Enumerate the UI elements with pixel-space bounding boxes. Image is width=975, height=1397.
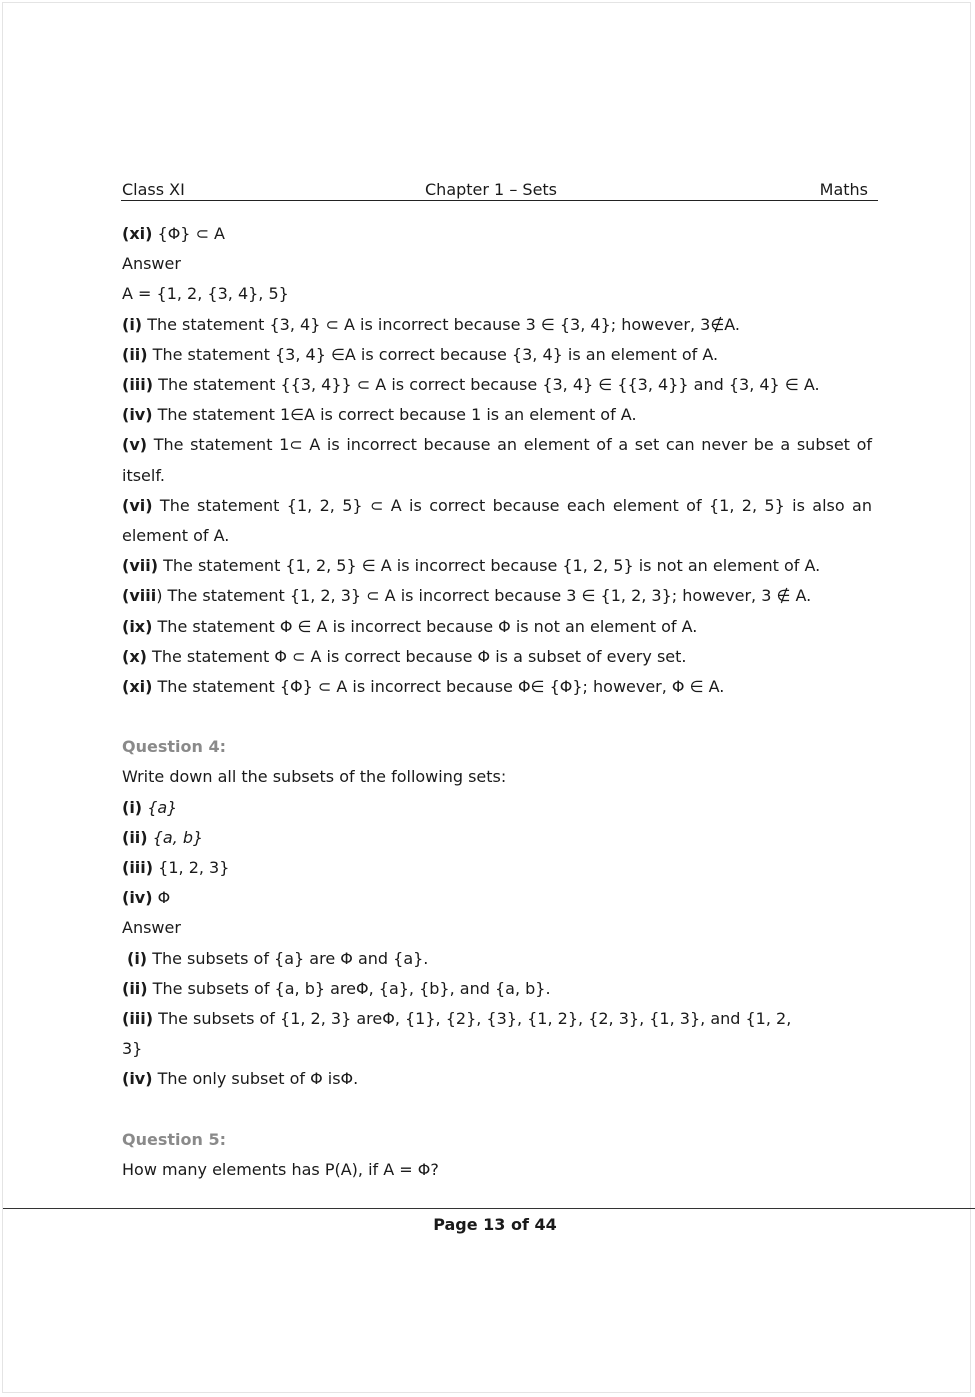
item-text: The subsets of {1, 2, 3} areΦ, {1}, {2}, {3}, {1, 2}, {2, 3}, {1, 3}, and {1, 2, 3} bbox=[122, 1009, 792, 1059]
question-heading: Question 4: bbox=[122, 737, 226, 757]
part-text: Φ bbox=[152, 888, 171, 908]
item-label: (ii) bbox=[122, 978, 148, 998]
item-label: (x) bbox=[122, 646, 147, 666]
item-text: The statement {Φ} ⊂ A is incorrect because Φ∈ {Φ}; however, Φ ∈ A. bbox=[152, 677, 725, 697]
answer-item bbox=[122, 310, 872, 340]
answer-item bbox=[122, 491, 872, 551]
item-label: (iii) bbox=[122, 375, 154, 395]
answer-item bbox=[122, 370, 872, 400]
item-text: ) The statement {1, 2, 3} ⊂ A is incorrect because 3 ∈ {1, 2, 3}; however, 3 ∉ A. bbox=[156, 586, 812, 606]
part-text: {a} bbox=[142, 797, 178, 817]
header-chapter: Chapter 1 – Sets bbox=[425, 180, 558, 199]
item-label: (v) bbox=[122, 435, 148, 455]
item-label: (i) bbox=[127, 948, 148, 968]
part-label: (iv) bbox=[122, 888, 153, 908]
item-text: The statement 1⊂ A is incorrect because an element of a set can never be a subset of itself. bbox=[122, 435, 872, 485]
answer-label: Answer bbox=[122, 918, 181, 938]
item-label: (i) bbox=[122, 314, 143, 334]
item-text: The statement {3, 4} ∈A is correct because {3, 4} is an element of A. bbox=[147, 344, 719, 364]
question-part bbox=[122, 219, 872, 249]
answer-item bbox=[122, 581, 872, 611]
item-label: (vii) bbox=[122, 556, 159, 576]
answer-item bbox=[122, 1004, 792, 1064]
question-part bbox=[122, 853, 872, 883]
answer-item bbox=[122, 672, 872, 702]
item-text: The statement {{3, 4}} ⊂ A is correct because {3, 4} ∈ {{3, 4}} and {3, 4} ∈ A. bbox=[153, 375, 820, 395]
section-gap bbox=[122, 1095, 872, 1125]
answer-item bbox=[122, 944, 872, 974]
header-class: Class XI bbox=[122, 180, 185, 199]
item-label: (iv) bbox=[122, 405, 153, 425]
item-text: The statement Φ ∈ A is incorrect because Φ is not an element of A. bbox=[152, 616, 698, 636]
page-header bbox=[121, 180, 878, 201]
answer-item bbox=[122, 400, 872, 430]
part-label: (xi) bbox=[122, 224, 153, 243]
question-part bbox=[122, 793, 872, 823]
answer-item bbox=[122, 340, 872, 370]
answer-label: Answer bbox=[122, 254, 181, 274]
section-gap bbox=[122, 702, 872, 732]
item-label: (iii) bbox=[122, 1009, 154, 1029]
item-label: (ix) bbox=[122, 616, 153, 636]
part-text: {Φ} ⊂ A bbox=[152, 224, 225, 243]
footer-rule bbox=[3, 1208, 975, 1209]
part-label: (iii) bbox=[122, 858, 154, 878]
header-subject: Maths bbox=[819, 180, 868, 199]
item-label: (iv) bbox=[122, 1069, 153, 1089]
item-label: (xi) bbox=[122, 677, 153, 697]
item-text: The only subset of Φ isΦ. bbox=[152, 1069, 359, 1089]
page-number: Page 13 of 44 bbox=[433, 1215, 557, 1234]
item-label: (viii bbox=[122, 586, 157, 606]
question-part bbox=[122, 823, 872, 853]
item-text: The subsets of {a} are Φ and {a}. bbox=[147, 948, 429, 968]
answer-item bbox=[122, 430, 872, 490]
page-content bbox=[122, 219, 872, 1185]
part-text: {1, 2, 3} bbox=[153, 858, 230, 878]
answer-item bbox=[122, 612, 872, 642]
answer-item bbox=[122, 1064, 872, 1094]
answer-item bbox=[122, 974, 872, 1004]
part-label: (i) bbox=[122, 797, 143, 817]
question-heading: Question 5: bbox=[122, 1129, 226, 1149]
item-label: (vi) bbox=[122, 495, 153, 515]
part-label: (ii) bbox=[122, 827, 148, 847]
answer-item bbox=[122, 551, 872, 581]
question-prompt: Write down all the subsets of the following sets: bbox=[122, 767, 507, 787]
item-text: The statement Φ ⊂ A is correct because Φ is a subset of every set. bbox=[146, 646, 687, 666]
question-prompt: How many elements has P(A), if A = Φ? bbox=[122, 1159, 439, 1179]
item-text: The statement 1∈A is correct because 1 is an element of A. bbox=[152, 405, 637, 425]
item-text: The statement {1, 2, 5} ∈ A is incorrect because {1, 2, 5} is not an element of A. bbox=[158, 556, 821, 576]
item-label: (ii) bbox=[122, 344, 148, 364]
question-part bbox=[122, 883, 872, 913]
item-text: The statement {1, 2, 5} ⊂ A is correct because each element of {1, 2, 5} is also an element of A. bbox=[122, 495, 872, 546]
item-text: The statement {3, 4} ⊂ A is incorrect because 3 ∈ {3, 4}; however, 3∉A. bbox=[142, 314, 741, 334]
item-text: The subsets of {a, b} areΦ, {a}, {b}, and {a, b}. bbox=[147, 978, 551, 998]
set-definition: A = {1, 2, {3, 4}, 5} bbox=[122, 284, 289, 304]
part-text: {a, b} bbox=[147, 827, 204, 847]
answer-item bbox=[122, 642, 872, 672]
